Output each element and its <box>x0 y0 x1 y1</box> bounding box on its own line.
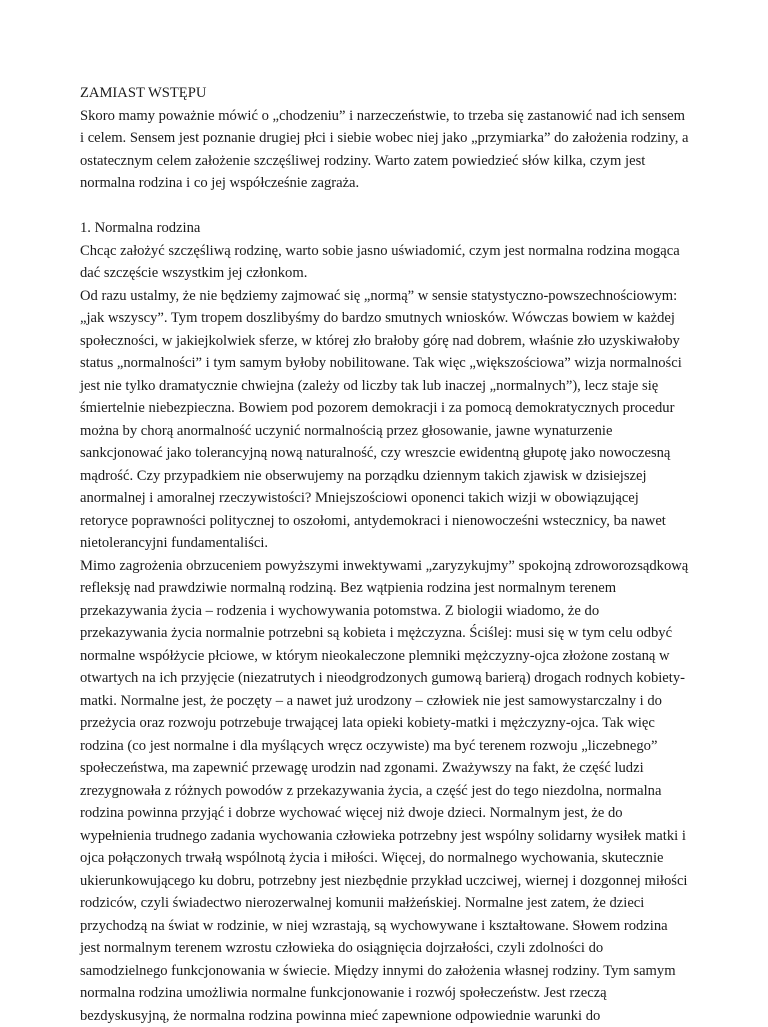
section-heading: 1. Normalna rodzina <box>80 217 690 240</box>
intro-paragraph: Skoro mamy poważnie mówić o „chodzeniu” i narzeczeństwie, to trzeba się zastanowić nad ich sensem i celem. Sensem jest poznanie drugiej płci i siebie wobec niej jako „przymiarka” do założenia rodziny, a ostatecznym celem założenie szczęśliwej rodziny. Warto zatem powiedzieć słów kilka, czym jest normalna rodzina i co jej współcześnie zagraża. <box>80 105 690 195</box>
document-page <box>80 82 690 1027</box>
paragraph-gap <box>80 195 690 218</box>
section-paragraph-3: Mimo zagrożenia obrzuceniem powyższymi inwektywami „zaryzykujmy” spokojną zdroworozsądkową refleksję nad prawdziwie normalną rodziną. Bez wątpienia rodzina jest normalnym terenem przekazywania życia – rodzenia i wychowywania potomstwa. Z biologii wiadomo, że do przekazywania życia normalnie potrzebni są kobieta i mężczyzna. Ściślej: musi się w tym celu odbyć normalne współżycie płciowe, w którym nieokaleczone plemniki mężczyzny-ojca złożone zostaną w otwartych na ich przyjęcie (niezatrutych i nieodgrodzonych gumową barierą) drogach rodnych kobiety-matki. Normalne jest, że poczęty – a nawet już urodzony – człowiek nie jest samowystarczalny i do przeżycia oraz rozwoju potrzebuje trwającej lata opieki kobiety-matki i mężczyzny-ojca. Tak więc rodzina (co jest normalne i dla myślących wręcz oczywiste) ma być terenem rozwoju „liczebnego” społeczeństwa, ma zapewnić przewagę urodzin nad zgonami. Zważywszy na fakt, że część ludzi zrezygnowała z różnych powodów z przekazywania życia, a część jest do tego niezdolna, normalna rodzina powinna przyjąć i dobrze wychować więcej niż dwoje dzieci. Normalnym jest, że do wypełnienia trudnego zadania wychowania człowieka potrzebny jest wspólny solidarny wysiłek matki i ojca połączonych trwałą wspólnotą życia i miłości. Więcej, do normalnego wychowania, skutecznie ukierunkowującego ku dobru, potrzebny jest niezbędnie przykład uczciwej, wiernej i dozgonnej miłości rodziców, czyli świadectwo nierozerwalnej komunii małżeńskiej. Normalne jest zatem, że dzieci przychodzą na świat w rodzinie, w niej wzrastają, są wychowywane i kształtowane. Słowem rodzina jest normalnym terenem wzrostu człowieka do osiągnięcia dojrzałości, czyli zdolności do samodzielnego funkcjonowania w świecie. Między innymi do założenia własnej rodziny. Tym samym normalna rodzina umożliwia normalne funkcjonowanie i rozwój społeczeństw. Jest rzeczą bezdyskusyjną, że normalna rodzina powinna mieć zapewnione odpowiednie warunki do <box>80 555 690 1027</box>
section-paragraph-2: Od razu ustalmy, że nie będziemy zajmować się „normą” w sensie statystyczno-powszechnościowym: „jak wszyscy”. Tym tropem doszlibyśmy do bardzo smutnych wniosków. Wówczas bowiem w każdej społeczności, w jakiejkolwiek sferze, w której zło brałoby górę nad dobrem, właśnie zło uzyskiwałoby status „normalności” i tym samym byłoby nobilitowane. Tak więc „większościowa” wizja normalności jest nie tylko dramatycznie chwiejna (zależy od liczby tak lub inaczej „normalnych”), lecz staje się śmiertelnie niebezpieczna. Bowiem pod pozorem demokracji i za pomocą demokratycznych procedur można by chorą anormalność uczynić normalnością przez głosowanie, jawne wynaturzenie sankcjonować jako tolerancyjną nową naturalność, czy wreszcie ewidentną głupotę jako nowoczesną mądrość. Czy przypadkiem nie obserwujemy na porządku dziennym takich zjawisk w dzisiejszej anormalnej i amoralnej rzeczywistości? Mniejszościowi oponenci takich wizji w obowiązującej retoryce poprawności politycznej to oszołomi, antydemokraci i nienowocześni wstecznicy, ba nawet nietolerancyjni fundamentaliści. <box>80 285 690 555</box>
section-paragraph-1: Chcąc założyć szczęśliwą rodzinę, warto sobie jasno uświadomić, czym jest normalna rodzina mogąca dać szczęście wszystkim jej członkom. <box>80 240 690 285</box>
document-title: ZAMIAST WSTĘPU <box>80 82 690 105</box>
